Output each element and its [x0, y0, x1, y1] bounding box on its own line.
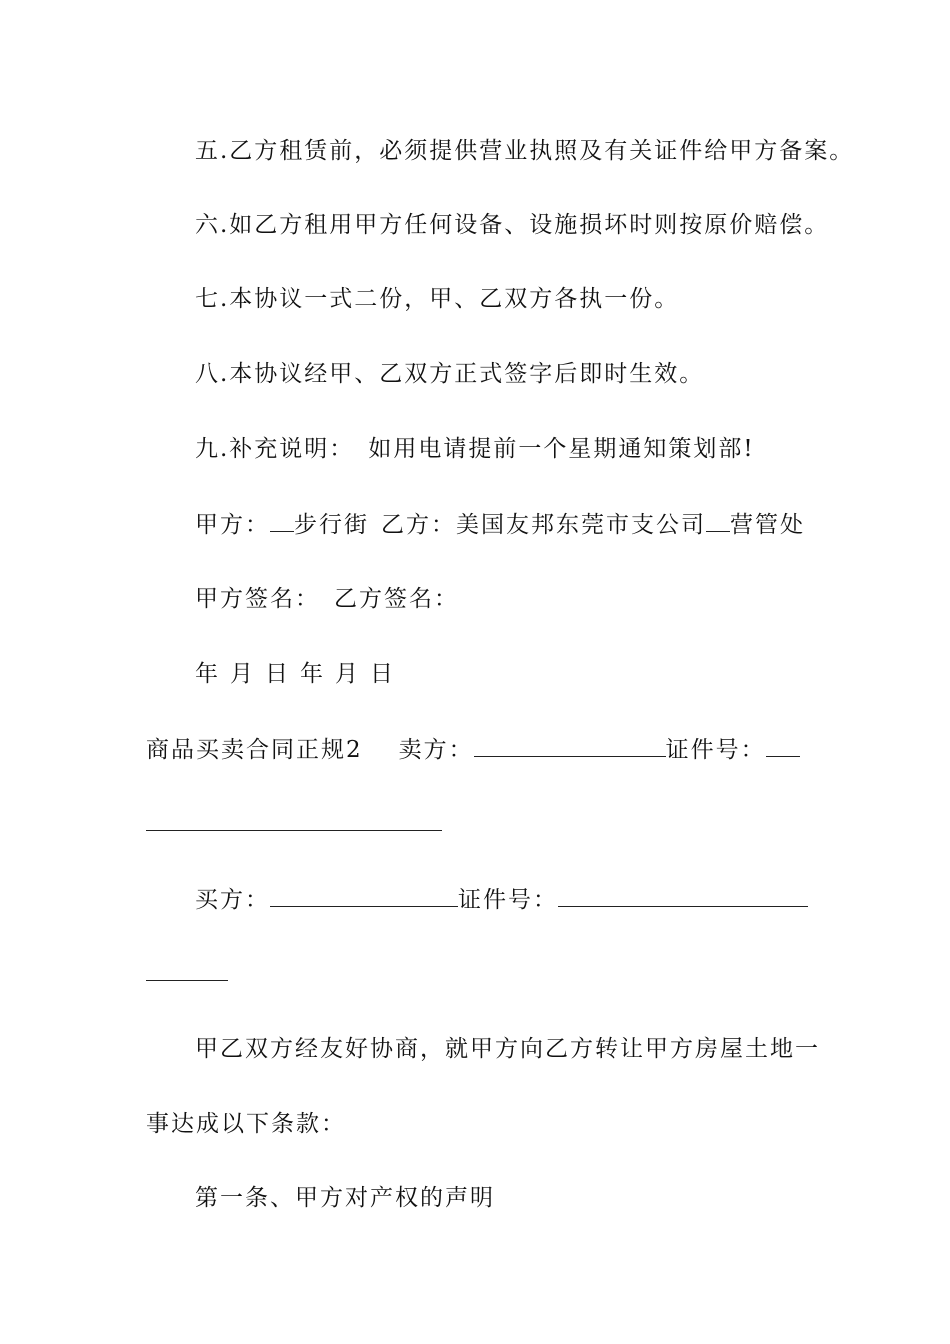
- date-2-month: 月: [335, 661, 358, 687]
- id-blank-2a: [558, 884, 808, 907]
- party-a-label: 甲方：: [195, 512, 270, 538]
- clause-6: 六.如乙方租用甲方任何设备、设施损坏时则按原价赔偿。: [195, 212, 830, 238]
- party-b-value: 营管处: [730, 512, 805, 538]
- parties-line: [195, 509, 805, 540]
- clause-5: 五.乙方租赁前，必须提供营业执照及有关证件给甲方备案。: [195, 138, 855, 164]
- clause-9-label: 九.补充说明：: [195, 436, 355, 462]
- date-2-day: 日: [370, 661, 393, 687]
- clause-8: 八.本协议经甲、乙双方正式签字后即时生效。: [195, 361, 705, 387]
- article-1-heading: 第一条、甲方对产权的声明: [195, 1185, 495, 1211]
- contract-title-line: [146, 734, 800, 765]
- intro-line-1: 甲乙双方经友好协商，就甲方向乙方转让甲方房屋土地一: [195, 1036, 820, 1062]
- buyer-blank: [270, 884, 458, 907]
- party-a-value: 步行街: [294, 512, 369, 538]
- date-1-year: 年: [195, 661, 218, 687]
- buyer-line: [195, 884, 808, 915]
- id-label-1: 证件号：: [665, 737, 766, 763]
- clause-9: [195, 434, 755, 464]
- intro-line-2: 事达成以下条款：: [146, 1111, 346, 1137]
- date-2-year: 年: [300, 661, 323, 687]
- signature-line: [195, 584, 459, 614]
- seller-label: 卖方：: [398, 737, 474, 763]
- id-label-2: 证件号：: [458, 887, 558, 913]
- date-line: [195, 659, 393, 689]
- id-blank-2b: [146, 980, 228, 981]
- buyer-label: 买方：: [195, 887, 270, 913]
- party-b-label: 乙方：美国友邦东莞市支公司: [381, 512, 706, 538]
- date-1-day: 日: [265, 661, 288, 687]
- party-b-blank: [706, 509, 730, 532]
- id-blank-1a: [766, 734, 800, 757]
- clause-7: 七.本协议一式二份，甲、乙双方各执一份。: [195, 286, 680, 312]
- seller-blank: [474, 734, 666, 757]
- sign-a-label: 甲方签名：: [195, 586, 320, 612]
- date-1-month: 月: [230, 661, 253, 687]
- clause-9-text: 如用电请提前一个星期通知策划部!: [368, 436, 755, 462]
- id-blank-1b: [146, 830, 442, 831]
- contract-title: 商品买卖合同正规2: [146, 737, 363, 763]
- sign-b-label: 乙方签名：: [334, 586, 459, 612]
- party-a-blank: [270, 509, 294, 532]
